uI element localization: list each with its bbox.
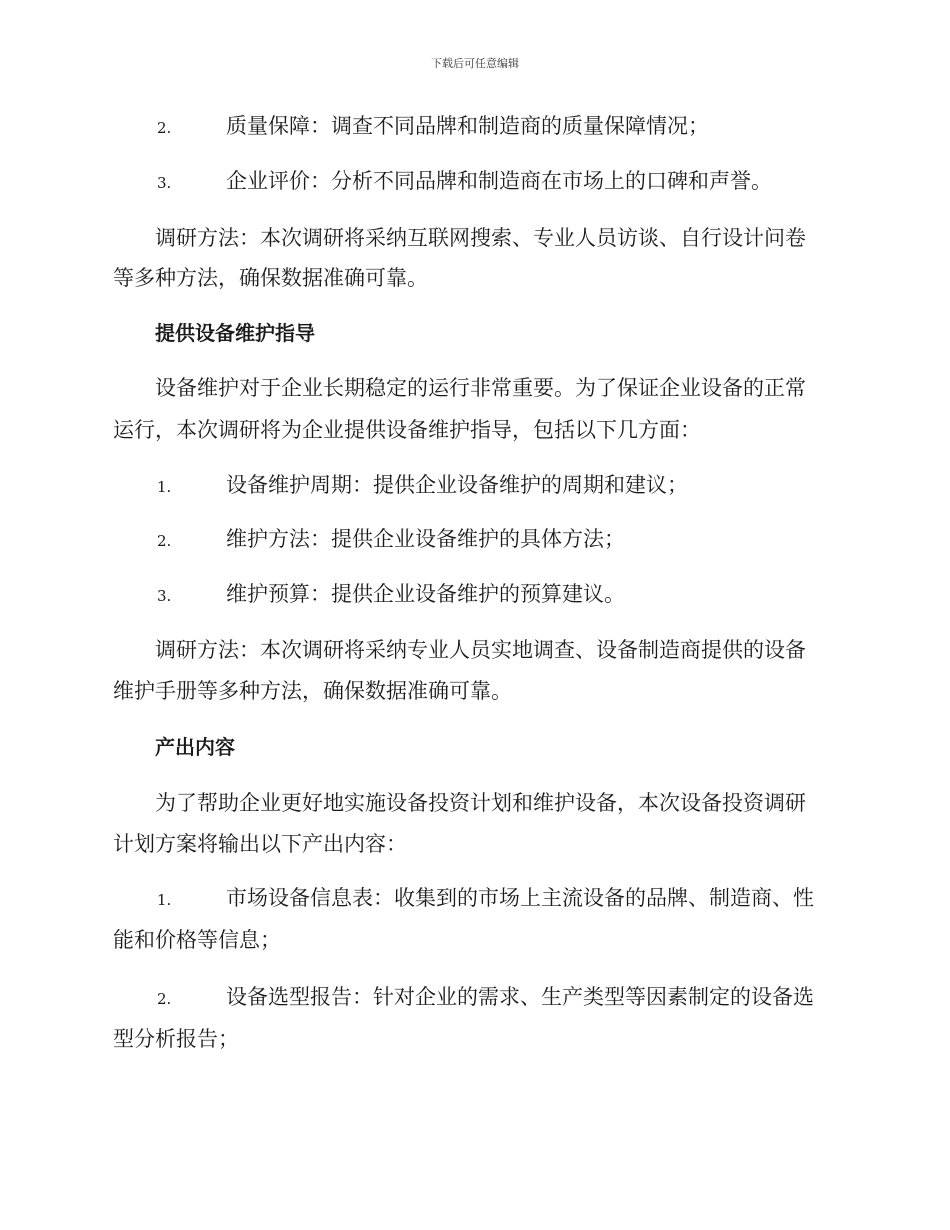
list-item-text: 能和价格等信息； xyxy=(113,928,281,952)
list-item-text: 市场设备信息表：收集到的市场上主流设备的品牌、制造商、性 xyxy=(226,886,814,910)
paragraph-line: 为了帮助企业更好地实施设备投资计划和维护设备，本次设备投资调研 xyxy=(155,791,806,815)
paragraph-line: 计划方案将输出以下产出内容： xyxy=(113,832,407,856)
list-item-text: 企业评价：分析不同品牌和制造商在市场上的口碑和声誉。 xyxy=(226,169,772,193)
paragraph-line: 运行，本次调研将为企业提供设备维护指导，包括以下几方面： xyxy=(113,418,701,442)
paragraph-line: 设备维护对于企业长期稳定的运行非常重要。为了保证企业设备的正常 xyxy=(155,376,806,400)
paragraph-line: 等多种方法，确保数据准确可靠。 xyxy=(113,266,428,290)
list-item-number: 3. xyxy=(157,587,172,605)
list-item-number: 2. xyxy=(157,990,172,1008)
paragraph-line: 调研方法：本次调研将采纳专业人员实地调查、设备制造商提供的设备 xyxy=(155,638,806,662)
list-item-number: 2. xyxy=(157,532,172,550)
page-header: 下载后可任意编辑 xyxy=(431,57,519,70)
section-heading: 产出内容 xyxy=(155,735,235,759)
list-item-number: 3. xyxy=(157,174,172,192)
list-item-text: 设备选型报告：针对企业的需求、生产类型等因素制定的设备选 xyxy=(226,985,814,1009)
section-heading: 提供设备维护指导 xyxy=(155,321,315,345)
list-item-text: 型分析报告； xyxy=(113,1027,239,1051)
list-item-text: 维护预算：提供企业设备维护的预算建议。 xyxy=(226,582,625,606)
paragraph-line: 维护手册等多种方法，确保数据准确可靠。 xyxy=(113,679,512,703)
list-item-text: 维护方法：提供企业设备维护的具体方法； xyxy=(226,527,625,551)
list-item-number: 1. xyxy=(157,478,172,496)
paragraph-line: 调研方法：本次调研将采纳互联网搜索、专业人员访谈、自行设计问卷 xyxy=(155,226,806,250)
list-item-text: 质量保障：调查不同品牌和制造商的质量保障情况； xyxy=(226,114,709,138)
list-item-number: 1. xyxy=(157,891,172,909)
list-item-number: 2. xyxy=(157,119,172,137)
list-item-text: 设备维护周期：提供企业设备维护的周期和建议； xyxy=(226,473,688,497)
